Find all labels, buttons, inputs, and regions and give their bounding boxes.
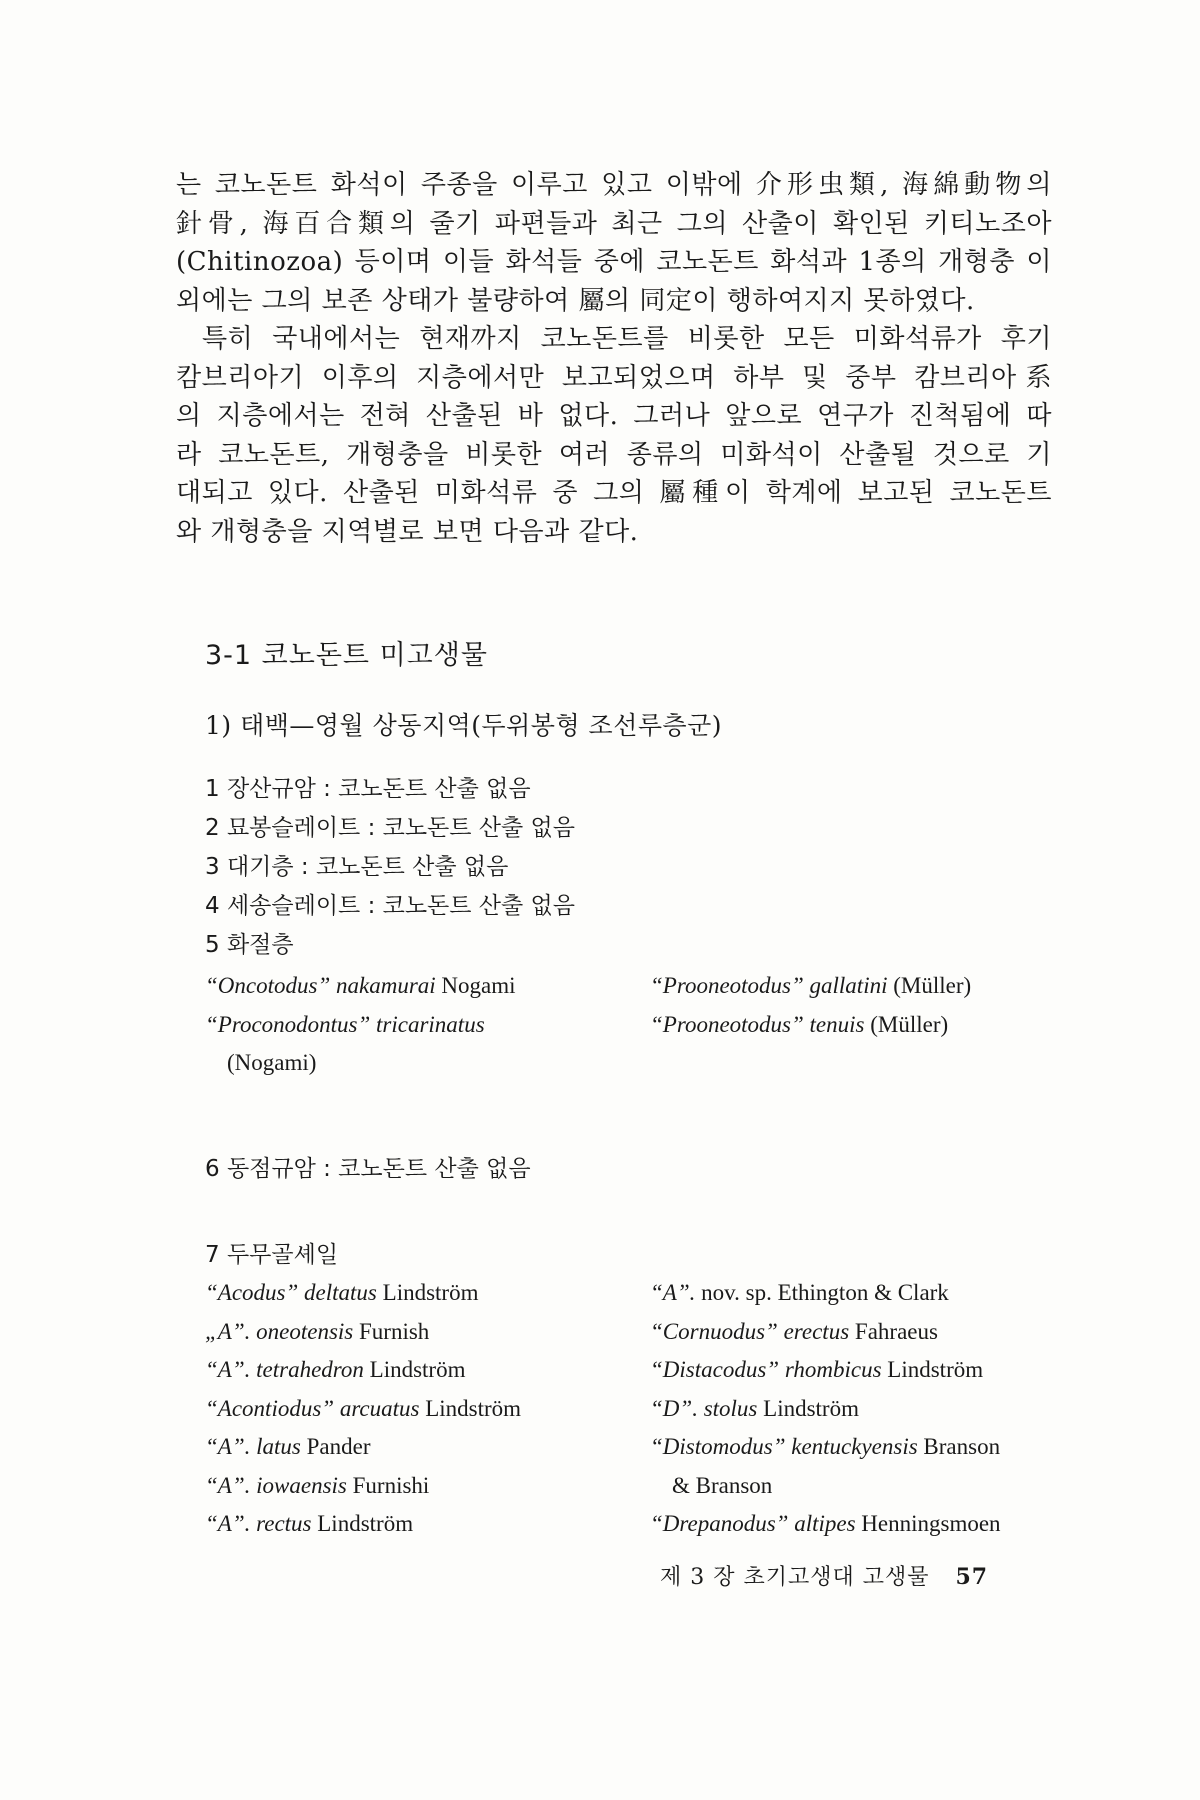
species-column-left — [205, 967, 625, 1083]
species-entry — [205, 1428, 625, 1467]
species-author: Furnishi — [352, 1472, 430, 1498]
species-epithet: gallatini — [809, 973, 888, 998]
species-genus: “Proconodontus” — [205, 1011, 371, 1037]
paragraph-line: 라 코노돈트, 개형충을 비롯한 여러 종류의 미화석이 산출될 것으로 기 — [176, 439, 1052, 470]
paragraph-line: 외에는 그의 보존 상태가 불량하여 屬의 同定이 행하여지지 못하였다. — [176, 285, 975, 316]
species-epithet: nakamurai — [336, 973, 436, 998]
species-author-continuation: & Branson — [672, 1472, 773, 1498]
species-author: Lindström — [317, 1511, 414, 1536]
species-author: Lindström — [887, 1357, 984, 1382]
species-genus: “A”. — [205, 1434, 251, 1459]
running-footer-chapter: 제 3 장 초기고생대 고생물 — [660, 1565, 930, 1590]
species-author: Furnish — [359, 1318, 430, 1344]
species-author-continuation: (Nogami) — [227, 1050, 317, 1075]
species-author: Lindström — [763, 1395, 859, 1421]
species-author: nov. sp. Ethington & Clark — [701, 1280, 949, 1305]
species-epithet: tetrahedron — [256, 1357, 364, 1382]
species-epithet: iowaensis — [256, 1472, 347, 1498]
formation-item: 1 장산규암 : 코노돈트 산출 없음 — [205, 776, 531, 802]
species-genus: “Cornuodus” — [650, 1318, 778, 1344]
species-genus: “Acontiodus” — [205, 1395, 335, 1421]
formation-item: 6 동점규암 : 코노돈트 산출 없음 — [205, 1156, 531, 1182]
paragraph-line: 대되고 있다. 산출된 미화석류 중 그의 屬種이 학계에 보고된 코노돈트 — [176, 478, 1052, 508]
species-author: Henningsmoen — [861, 1511, 1001, 1536]
species-entry — [205, 967, 625, 1006]
species-entry — [650, 1274, 1070, 1313]
species-genus: “A”. — [205, 1357, 251, 1382]
species-author: Pander — [306, 1434, 371, 1459]
species-epithet: rectus — [256, 1511, 312, 1536]
species-author: Fahraeus — [854, 1318, 938, 1344]
species-genus: “A”. — [205, 1472, 251, 1498]
page-number: 57 — [955, 1564, 989, 1590]
species-genus: “Acodus” — [205, 1280, 299, 1305]
species-epithet: tricarinatus — [376, 1011, 485, 1037]
formation-item: 4 세송슬레이트 : 코노돈트 산출 없음 — [205, 893, 575, 919]
species-entry — [650, 1006, 1070, 1045]
species-entry — [205, 1274, 625, 1313]
species-epithet: deltatus — [304, 1280, 377, 1305]
species-epithet: latus — [256, 1434, 301, 1459]
species-genus: “A”. — [650, 1280, 696, 1305]
species-entry — [205, 1390, 625, 1429]
species-entry — [650, 1351, 1070, 1390]
formation-list — [205, 770, 1065, 965]
paragraph-line: 와 개형충을 지역별로 보면 다음과 같다. — [176, 516, 639, 547]
species-epithet: arcuatus — [339, 1395, 420, 1421]
species-epithet: tenuis — [809, 1011, 865, 1037]
species-column-left — [205, 1274, 625, 1544]
species-genus: “Distomodus” — [650, 1434, 786, 1459]
species-entry — [205, 1006, 625, 1045]
species-author: Lindström — [382, 1280, 479, 1305]
paragraph-line: 는 코노돈트 화석이 주종을 이루고 있고 이밖에 介形虫類, 海綿動物의 — [176, 170, 1052, 200]
body-paragraph — [176, 166, 1052, 551]
species-author: Branson — [923, 1434, 1001, 1459]
species-genus: “Distacodus” — [650, 1357, 780, 1382]
species-epithet: kentuckyensis — [791, 1434, 918, 1459]
paragraph-line: 특히 국내에서는 현재까지 코노돈트를 비롯한 모든 미화석류가 후기 — [202, 324, 1052, 354]
species-epithet: stolus — [703, 1395, 758, 1421]
species-entry — [650, 1313, 1070, 1352]
species-author: Lindström — [425, 1395, 522, 1421]
page-footer — [660, 1560, 988, 1591]
paragraph-line: 針骨, 海百合類의 줄기 파편들과 최근 그의 산출이 확인된 키티노조아 — [176, 208, 1052, 239]
species-epithet: rhombicus — [784, 1357, 882, 1382]
species-genus: “Drepanodus” — [650, 1511, 789, 1536]
species-entry — [205, 1467, 625, 1506]
species-author: Nogami — [441, 973, 516, 998]
paragraph-line: (Chitinozoa) 등이며 이들 화석들 중에 코노돈트 화석과 1종의 개형충 이 — [176, 247, 1052, 277]
paragraph-line: 캄브리아기 이후의 지층에서만 보고되었으며 하부 및 중부 캄브리아系 — [176, 362, 1052, 393]
sub-heading: 1) 태백—영월 상동지역(두위봉형 조선루층군) — [205, 711, 723, 740]
species-entry — [205, 1351, 625, 1390]
species-entry — [205, 1505, 625, 1544]
species-genus: “A”. — [205, 1511, 251, 1536]
species-genus: “D”. — [650, 1395, 698, 1421]
species-column-right — [650, 1274, 1070, 1544]
formation-item: 7 두무골셰일 — [205, 1242, 339, 1268]
formation-item: 5 화절층 — [205, 932, 294, 958]
species-entry — [205, 1313, 625, 1352]
species-author: (Müller) — [893, 973, 972, 998]
species-entry — [650, 1428, 1070, 1467]
species-entry — [650, 967, 1070, 1006]
species-column-right — [650, 967, 1070, 1044]
section-heading: 3-1 코노돈트 미고생물 — [205, 640, 488, 671]
species-genus: “Prooneotodus” — [650, 1011, 804, 1037]
species-entry — [650, 1390, 1070, 1429]
species-epithet: altipes — [794, 1511, 856, 1536]
species-epithet: erectus — [783, 1318, 850, 1344]
species-entry — [650, 1505, 1070, 1544]
species-genus: “Oncotodus” — [205, 973, 331, 998]
dumugol-species-list — [205, 1274, 1065, 1554]
species-epithet: oneotensis — [256, 1318, 354, 1344]
species-genus: „A”. — [205, 1318, 251, 1344]
species-author: Lindström — [369, 1357, 466, 1382]
species-genus: “Prooneotodus” — [650, 973, 804, 998]
formation-item: 2 묘봉슬레이트 : 코노돈트 산출 없음 — [205, 815, 575, 841]
paragraph-line: 의 지층에서는 전혀 산출된 바 없다. 그러나 앞으로 연구가 진척됨에 따 — [176, 401, 1052, 431]
species-author: (Müller) — [870, 1011, 949, 1037]
formation-item: 3 대기층 : 코노돈트 산출 없음 — [205, 854, 509, 880]
hwajeol-species-list — [205, 967, 1065, 1087]
